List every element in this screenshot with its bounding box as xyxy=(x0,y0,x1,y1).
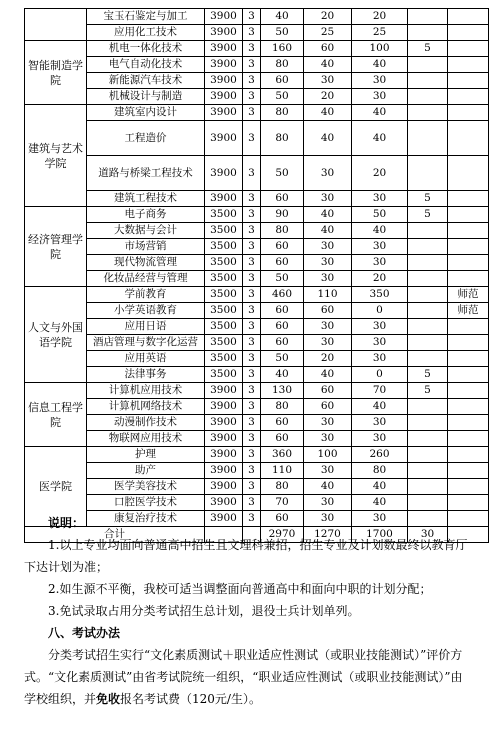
section-paragraph xyxy=(24,644,472,710)
fee-cell: 3900 xyxy=(205,383,243,399)
veteran-cell xyxy=(408,105,448,121)
table-row xyxy=(25,156,489,191)
general-cell: 80 xyxy=(261,105,304,121)
major-cell: 助产 xyxy=(87,463,205,479)
veteran-cell xyxy=(408,73,448,89)
paragraph-text-a: 分类考试招生实行“文化素质测试＋职业适应性测试（或职业技能测试）”评价方式。“文化素质测试”由省考试院统一组织，“职业适应性测试（或职业技能测试）”由学校组织，并 xyxy=(24,648,463,706)
fee-cell: 3900 xyxy=(205,447,243,463)
table-row xyxy=(25,319,489,335)
table-row xyxy=(25,105,489,121)
total-veteran-cell: 30 xyxy=(408,527,448,543)
vocational-cell: 40 xyxy=(304,207,352,223)
college-cell: 经济管理学院 xyxy=(25,207,87,287)
fee-cell: 3900 xyxy=(205,511,243,527)
vocational-cell: 30 xyxy=(304,255,352,271)
vocational-cell: 60 xyxy=(304,399,352,415)
table-row xyxy=(25,41,489,57)
major-cell: 宝玉石鉴定与加工 xyxy=(87,9,205,25)
sum-cell: 40 xyxy=(352,495,408,511)
note-cell xyxy=(448,57,489,73)
table-row xyxy=(25,73,489,89)
sum-cell: 30 xyxy=(352,335,408,351)
major-cell: 计算机网络技术 xyxy=(87,399,205,415)
veteran-cell: 5 xyxy=(408,383,448,399)
note-cell xyxy=(448,399,489,415)
years-cell: 3 xyxy=(243,223,261,239)
vocational-cell: 30 xyxy=(304,73,352,89)
years-cell: 3 xyxy=(243,9,261,25)
general-cell: 60 xyxy=(261,511,304,527)
note-cell xyxy=(448,223,489,239)
note-cell xyxy=(448,156,489,191)
major-cell: 工程造价 xyxy=(87,121,205,156)
note-cell xyxy=(448,41,489,57)
general-cell: 50 xyxy=(261,25,304,41)
fee-cell: 3900 xyxy=(205,495,243,511)
paragraph-bold-text: 免收 xyxy=(96,692,121,706)
major-cell: 小学英语教育 xyxy=(87,303,205,319)
years-cell: 3 xyxy=(243,57,261,73)
vocational-cell: 60 xyxy=(304,303,352,319)
years-cell: 3 xyxy=(243,105,261,121)
sum-cell: 40 xyxy=(352,399,408,415)
note-cell xyxy=(448,271,489,287)
general-cell: 60 xyxy=(261,239,304,255)
fee-cell: 3500 xyxy=(205,335,243,351)
general-cell: 50 xyxy=(261,271,304,287)
table-row xyxy=(25,495,489,511)
major-cell: 大数据与会计 xyxy=(87,223,205,239)
vocational-cell: 30 xyxy=(304,271,352,287)
note-cell xyxy=(448,239,489,255)
major-cell: 法律事务 xyxy=(87,367,205,383)
fee-cell: 3900 xyxy=(205,399,243,415)
general-cell: 50 xyxy=(261,89,304,105)
fee-cell: 3900 xyxy=(205,479,243,495)
vocational-cell: 30 xyxy=(304,239,352,255)
veteran-cell: 5 xyxy=(408,207,448,223)
table-row xyxy=(25,89,489,105)
major-cell: 口腔医学技术 xyxy=(87,495,205,511)
vocational-cell: 30 xyxy=(304,463,352,479)
vocational-cell: 30 xyxy=(304,335,352,351)
sum-cell: 30 xyxy=(352,351,408,367)
veteran-cell xyxy=(408,156,448,191)
sum-cell: 30 xyxy=(352,191,408,207)
major-cell: 化妆品经营与管理 xyxy=(87,271,205,287)
table-row xyxy=(25,335,489,351)
major-cell: 市场营销 xyxy=(87,239,205,255)
veteran-cell xyxy=(408,319,448,335)
table-row xyxy=(25,271,489,287)
table-row xyxy=(25,367,489,383)
note-cell xyxy=(448,463,489,479)
note-cell xyxy=(448,207,489,223)
veteran-cell xyxy=(408,495,448,511)
vocational-cell: 100 xyxy=(304,447,352,463)
fee-cell: 3500 xyxy=(205,223,243,239)
veteran-cell: 5 xyxy=(408,191,448,207)
general-cell: 130 xyxy=(261,383,304,399)
note-cell: 师范 xyxy=(448,287,489,303)
note-cell xyxy=(448,447,489,463)
vocational-cell: 40 xyxy=(304,223,352,239)
sum-cell: 40 xyxy=(352,57,408,73)
vocational-cell: 110 xyxy=(304,287,352,303)
college-cell: 智能制造学院 xyxy=(25,41,87,105)
sum-cell: 260 xyxy=(352,447,408,463)
major-cell: 建筑工程技术 xyxy=(87,191,205,207)
general-cell: 80 xyxy=(261,57,304,73)
sum-cell: 30 xyxy=(352,73,408,89)
general-cell: 80 xyxy=(261,121,304,156)
sum-cell: 30 xyxy=(352,255,408,271)
veteran-cell xyxy=(408,415,448,431)
general-cell: 70 xyxy=(261,495,304,511)
sum-cell: 350 xyxy=(352,287,408,303)
table-row xyxy=(25,351,489,367)
years-cell: 3 xyxy=(243,271,261,287)
fee-cell: 3900 xyxy=(205,415,243,431)
note-cell xyxy=(448,351,489,367)
major-cell: 应用英语 xyxy=(87,351,205,367)
total-label-cell: 合计 xyxy=(25,527,205,543)
veteran-cell: 5 xyxy=(408,367,448,383)
note-cell xyxy=(448,415,489,431)
note-cell xyxy=(448,89,489,105)
enrollment-plan-table xyxy=(24,8,489,543)
veteran-cell xyxy=(408,447,448,463)
vocational-cell: 20 xyxy=(304,351,352,367)
fee-cell: 3500 xyxy=(205,271,243,287)
college-cell: 人文与外国语学院 xyxy=(25,287,87,383)
veteran-cell xyxy=(408,57,448,73)
general-cell: 40 xyxy=(261,367,304,383)
major-cell: 电子商务 xyxy=(87,207,205,223)
note-cell xyxy=(448,495,489,511)
note-cell xyxy=(448,383,489,399)
table-row xyxy=(25,415,489,431)
major-cell: 动漫制作技术 xyxy=(87,415,205,431)
major-cell: 护理 xyxy=(87,447,205,463)
sum-cell: 30 xyxy=(352,415,408,431)
major-cell: 机电一体化技术 xyxy=(87,41,205,57)
note-cell xyxy=(448,121,489,156)
sum-cell: 20 xyxy=(352,156,408,191)
total-sum-cell: 1700 xyxy=(352,527,408,543)
sum-cell: 20 xyxy=(352,9,408,25)
years-cell: 3 xyxy=(243,191,261,207)
table-row xyxy=(25,399,489,415)
note-cell xyxy=(448,431,489,447)
general-cell: 60 xyxy=(261,319,304,335)
college-cell xyxy=(25,9,87,41)
college-cell: 医学院 xyxy=(25,447,87,527)
paragraph-text-b: 报名考试费（120元/生）。 xyxy=(120,692,261,706)
years-cell: 3 xyxy=(243,351,261,367)
total-vocational-cell: 1270 xyxy=(304,527,352,543)
general-cell: 160 xyxy=(261,41,304,57)
note-cell: 师范 xyxy=(448,303,489,319)
veteran-cell xyxy=(408,335,448,351)
vocational-cell: 30 xyxy=(304,495,352,511)
veteran-cell xyxy=(408,399,448,415)
note-cell xyxy=(448,105,489,121)
note-cell xyxy=(448,73,489,89)
table-row xyxy=(25,383,489,399)
sum-cell: 100 xyxy=(352,41,408,57)
years-cell: 3 xyxy=(243,287,261,303)
years-cell: 3 xyxy=(243,367,261,383)
table-row xyxy=(25,303,489,319)
general-cell: 40 xyxy=(261,9,304,25)
fee-cell: 3900 xyxy=(205,431,243,447)
years-cell: 3 xyxy=(243,431,261,447)
major-cell: 学前教育 xyxy=(87,287,205,303)
sum-cell: 40 xyxy=(352,121,408,156)
fee-cell: 3500 xyxy=(205,287,243,303)
major-cell: 现代物流管理 xyxy=(87,255,205,271)
sum-cell: 30 xyxy=(352,89,408,105)
sum-cell: 30 xyxy=(352,431,408,447)
table-row xyxy=(25,239,489,255)
vocational-cell: 40 xyxy=(304,57,352,73)
years-cell: 3 xyxy=(243,73,261,89)
table-row xyxy=(25,287,489,303)
fee-cell: 3500 xyxy=(205,367,243,383)
major-cell: 应用日语 xyxy=(87,319,205,335)
general-cell: 80 xyxy=(261,223,304,239)
note-item-2: 2.如生源不平衡，我校可适当调整面向普通高中和面向中职的计划分配； xyxy=(48,582,432,596)
college-cell: 建筑与艺术学院 xyxy=(25,105,87,207)
sum-cell: 0 xyxy=(352,303,408,319)
major-cell: 计算机应用技术 xyxy=(87,383,205,399)
table-row xyxy=(25,255,489,271)
major-cell: 医学美容技术 xyxy=(87,479,205,495)
years-cell: 3 xyxy=(243,207,261,223)
note-cell xyxy=(448,255,489,271)
fee-cell: 3900 xyxy=(205,25,243,41)
sum-cell: 20 xyxy=(352,271,408,287)
general-cell: 60 xyxy=(261,335,304,351)
sum-cell: 40 xyxy=(352,223,408,239)
general-cell: 360 xyxy=(261,447,304,463)
years-cell: 3 xyxy=(243,495,261,511)
total-general-cell: 2970 xyxy=(261,527,304,543)
vocational-cell: 30 xyxy=(304,415,352,431)
vocational-cell: 30 xyxy=(304,156,352,191)
general-cell: 110 xyxy=(261,463,304,479)
veteran-cell xyxy=(408,303,448,319)
fee-cell: 3900 xyxy=(205,57,243,73)
veteran-cell xyxy=(408,287,448,303)
sum-cell: 40 xyxy=(352,479,408,495)
vocational-cell: 30 xyxy=(304,191,352,207)
note-item-3: 3.免试录取占用分类考试招生总计划，退役士兵计划单列。 xyxy=(48,604,360,618)
veteran-cell xyxy=(408,239,448,255)
note-cell xyxy=(448,9,489,25)
general-cell: 60 xyxy=(261,303,304,319)
major-cell: 酒店管理与数字化运营 xyxy=(87,335,205,351)
years-cell: 3 xyxy=(243,255,261,271)
note-cell xyxy=(448,367,489,383)
vocational-cell: 40 xyxy=(304,121,352,156)
section-title: 八、考试办法 xyxy=(48,626,121,640)
table-row xyxy=(25,207,489,223)
notes-heading: 说明： xyxy=(48,516,85,530)
fee-cell: 3900 xyxy=(205,41,243,57)
sum-cell: 30 xyxy=(352,319,408,335)
major-cell: 道路与桥梁工程技术 xyxy=(87,156,205,191)
fee-cell: 3500 xyxy=(205,303,243,319)
general-cell: 60 xyxy=(261,415,304,431)
table-row xyxy=(25,463,489,479)
veteran-cell xyxy=(408,431,448,447)
years-cell: 3 xyxy=(243,121,261,156)
notes-section xyxy=(24,512,472,710)
vocational-cell: 20 xyxy=(304,89,352,105)
vocational-cell: 40 xyxy=(304,367,352,383)
general-cell: 80 xyxy=(261,479,304,495)
fee-cell: 3900 xyxy=(205,463,243,479)
table-row xyxy=(25,223,489,239)
table-row xyxy=(25,25,489,41)
years-cell: 3 xyxy=(243,41,261,57)
note-item-1: 1.以上专业均面向普通高中招生且文理科兼招，招生专业及计划数最终以教育厅下达计划为准； xyxy=(24,538,468,574)
note-cell xyxy=(448,479,489,495)
years-cell: 3 xyxy=(243,415,261,431)
general-cell: 60 xyxy=(261,431,304,447)
general-cell: 90 xyxy=(261,207,304,223)
veteran-cell xyxy=(408,351,448,367)
veteran-cell xyxy=(408,271,448,287)
sum-cell: 40 xyxy=(352,105,408,121)
fee-cell: 3900 xyxy=(205,73,243,89)
fee-cell: 3900 xyxy=(205,9,243,25)
veteran-cell xyxy=(408,9,448,25)
table-row xyxy=(25,447,489,463)
note-cell xyxy=(448,335,489,351)
years-cell: 3 xyxy=(243,383,261,399)
veteran-cell xyxy=(408,479,448,495)
note-cell xyxy=(448,25,489,41)
sum-cell: 0 xyxy=(352,367,408,383)
general-cell: 460 xyxy=(261,287,304,303)
years-cell: 3 xyxy=(243,399,261,415)
table-row xyxy=(25,9,489,25)
years-cell: 3 xyxy=(243,479,261,495)
veteran-cell xyxy=(408,255,448,271)
vocational-cell: 40 xyxy=(304,479,352,495)
vocational-cell: 30 xyxy=(304,431,352,447)
table-row xyxy=(25,479,489,495)
table-row xyxy=(25,121,489,156)
fee-cell: 3500 xyxy=(205,319,243,335)
veteran-cell xyxy=(408,463,448,479)
fee-cell: 3500 xyxy=(205,207,243,223)
sum-cell: 80 xyxy=(352,463,408,479)
years-cell: 3 xyxy=(243,303,261,319)
major-cell: 物联网应用技术 xyxy=(87,431,205,447)
college-cell: 信息工程学院 xyxy=(25,383,87,447)
vocational-cell: 40 xyxy=(304,105,352,121)
years-cell: 3 xyxy=(243,319,261,335)
major-cell: 电气自动化技术 xyxy=(87,57,205,73)
vocational-cell: 60 xyxy=(304,41,352,57)
general-cell: 80 xyxy=(261,399,304,415)
years-cell: 3 xyxy=(243,156,261,191)
vocational-cell: 30 xyxy=(304,511,352,527)
veteran-cell xyxy=(408,121,448,156)
fee-cell: 3900 xyxy=(205,191,243,207)
major-cell: 建筑室内设计 xyxy=(87,105,205,121)
veteran-cell xyxy=(408,223,448,239)
fee-cell: 3900 xyxy=(205,89,243,105)
fee-cell: 3500 xyxy=(205,351,243,367)
table-row xyxy=(25,431,489,447)
vocational-cell: 25 xyxy=(304,25,352,41)
major-cell: 应用化工技术 xyxy=(87,25,205,41)
vocational-cell: 20 xyxy=(304,9,352,25)
years-cell: 3 xyxy=(243,447,261,463)
fee-cell: 3500 xyxy=(205,255,243,271)
sum-cell: 70 xyxy=(352,383,408,399)
years-cell: 3 xyxy=(243,335,261,351)
years-cell: 3 xyxy=(243,89,261,105)
general-cell: 60 xyxy=(261,73,304,89)
sum-cell: 30 xyxy=(352,511,408,527)
fee-cell: 3900 xyxy=(205,156,243,191)
general-cell: 60 xyxy=(261,255,304,271)
general-cell: 50 xyxy=(261,351,304,367)
years-cell: 3 xyxy=(243,463,261,479)
major-cell: 机械设计与制造 xyxy=(87,89,205,105)
sum-cell: 30 xyxy=(352,239,408,255)
general-cell: 60 xyxy=(261,191,304,207)
major-cell: 康复治疗技术 xyxy=(87,511,205,527)
table-body xyxy=(25,9,489,543)
general-cell: 50 xyxy=(261,156,304,191)
veteran-cell xyxy=(408,25,448,41)
fee-cell: 3500 xyxy=(205,239,243,255)
years-cell: 3 xyxy=(243,239,261,255)
note-cell xyxy=(448,191,489,207)
major-cell: 新能源汽车技术 xyxy=(87,73,205,89)
years-cell: 3 xyxy=(243,511,261,527)
sum-cell: 50 xyxy=(352,207,408,223)
vocational-cell: 30 xyxy=(304,319,352,335)
years-cell: 3 xyxy=(243,25,261,41)
table-row xyxy=(25,57,489,73)
fee-cell: 3900 xyxy=(205,105,243,121)
table-row xyxy=(25,191,489,207)
fee-cell: 3900 xyxy=(205,121,243,156)
veteran-cell: 5 xyxy=(408,41,448,57)
note-cell xyxy=(448,319,489,335)
veteran-cell xyxy=(408,89,448,105)
vocational-cell: 60 xyxy=(304,383,352,399)
sum-cell: 25 xyxy=(352,25,408,41)
